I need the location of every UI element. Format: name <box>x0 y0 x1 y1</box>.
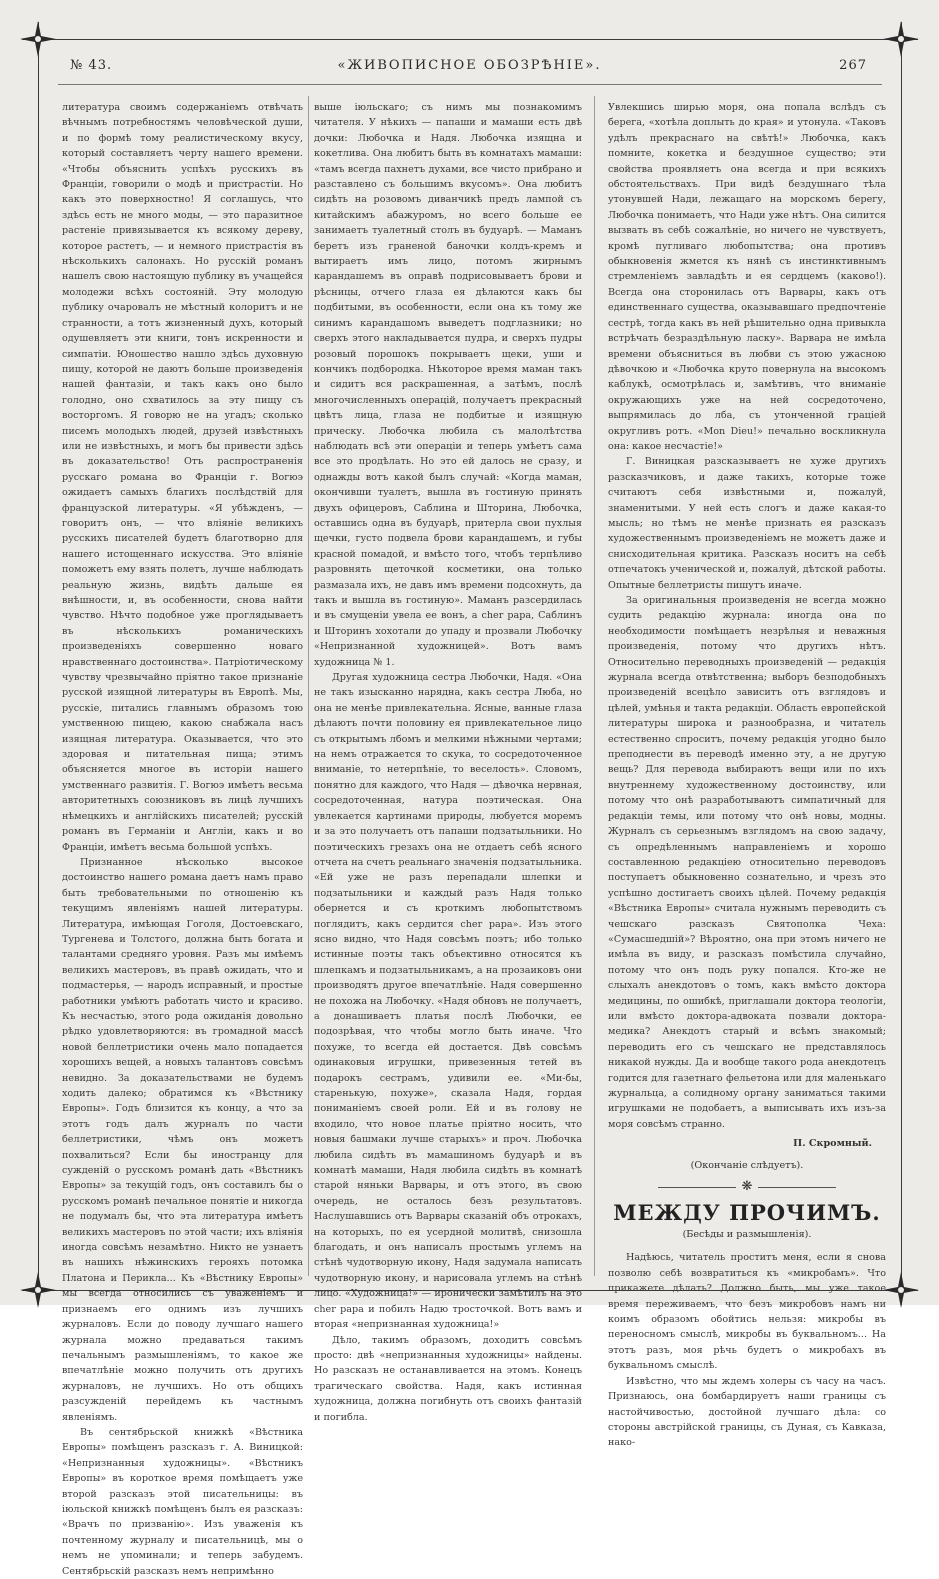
column-divider <box>594 96 595 1276</box>
paragraph: За оригинальныя произведенiя не всегда можно судить редакцiю журнала: иногда она по необходимости помѣщаетъ незрѣлыя и неважныя произведенiя, потому что другихъ нѣтъ. Относительно переводныхъ произведенiй — редакцiя журнала всегда отвѣтственна; выборъ безподобныхъ произведенiй всецѣло зависитъ отъ взглядовъ и цѣлей, умѣнья и такта редакцiи. Область европейской литературы широка и разнообразна, и читатель естественно спроситъ, почему редакцiя угодно было преподнести въ переводѣ именно эту, а не другую вещь? Для перевода выбираютъ вещи или по ихъ внутреннему художественному достоинству, или потому что онѣ разработываютъ симпатичный для редакцiи темы, или потому что онѣ новы, модны. Журналъ съ серьезнымъ взглядомъ на свою задачу, съ опредѣленнымъ направленiемъ и хорошо составленною редакцiею относительно переводовъ поступаетъ обыкновенно сознательно, и чрезъ это успѣшно достигаетъ своихъ цѣлей. Почему редакцiя «Вѣстника Европы» считала нужнымъ переводить съ чешскаго разсказъ Святополка Чеха: «Сумасшедшiй»? Вѣроятно, она при этомъ ничего не имѣла въ виду, и разсказъ помѣстила случайно, потому что онъ подъ руку попался. Кто-же не слыхалъ анекдотовъ о томъ, какъ вмѣсто доктора медицины, по ошибкѣ, приглашали доктора теологiи, или вмѣсто доктора-адвоката позвали доктора-медика? Анекдотъ старый и всѣмъ знакомый; переводить его съ чешскаго не представлялось никакой нужды. Да и вообще такого рода анекдотецъ годится для газетнаго фельетона или для маленькаго журнальца, а солидному органу заниматься такими игрушками не подобаетъ, а выписывать ихъ изъ-за моря совсѣмъ странно. <box>608 595 886 1130</box>
text-column-left <box>62 100 303 1577</box>
frame-right-rule <box>901 22 902 1305</box>
paragraph: литература своимъ содержанiемъ отвѣчать вѣчнымъ потребностямъ человѣческой души, и по формѣ тому реалистическому вкусу, который составляетъ черту нашего времени. «Чтобы объяснить успѣхъ русскихъ въ Францiи, говорили о модѣ и пристрастiи. Но какъ это поверхностно! Я соглашусь, что здѣсь есть не много моды, — это паразитное растенiе привязывается къ всякому дереву, которое растетъ, — и немного пристрастiя въ нѣсколькихъ салонахъ. Но русскiй романъ нашелъ свою настоящую публику въ учащейся молодежи всѣхъ состоянiй. Эту молодую публику очаровалъ не мѣстный колоритъ и не странности, а тотъ жизненный духъ, который одушевляетъ эти книги, тонъ искренности и симпатiи. Юношество нашло здѣсь духовную пищу, которой не даютъ больше произведенiя нашей фантазiи, и такъ какъ оно было голодно, оно схватилось за эту пищу съ восторгомъ. Я говорю не на угадъ; сколько писемъ молодыхъ людей, друзей извѣстныхъ или не извѣстныхъ, и могъ бы привести здѣсь въ доказательство! Отъ распространенiя русскаго романа во Францiи г. Вогюэ ожидаетъ самыхъ благихъ послѣдствiй для французской литературы. «Я убѣжденъ, — говоритъ онъ, — что влiянiе великихъ русскихъ писателей будетъ благотворно для нашего истощеннаго искусства. Это влiянiе поможетъ ему взять полетъ, лучше наблюдать реальную жизнь, видѣть дальше ея внѣшности, и, въ особенности, снова найти чувство. Нѣчто подобное уже проглядываетъ въ нѣсколькихъ романическихъ произведенiяхъ совершенно новаго нравственнаго достоинства». Патрiотическому чувству чрезвычайно прiятно такое признанiе русской изящной литературы въ Европѣ. Мы, русскiе, питались главнымъ образомъ тою умственною пищею, какою снабжала насъ изящная литература. Оказывается, что это здоровая и питательная пища; этимъ объясняется многое въ исторiи нашего умственнаго развитiя. Г. Вогюэ имѣетъ весьма авторитетныхъ союзниковъ въ лицѣ лучшихъ нѣмецкихъ и англiйскихъ писателей; русскiй романъ въ Германiи и Англiи, какъ и во Францiи, имѣетъ весьма большой успѣхъ. <box>62 102 303 853</box>
paragraph: Г. Виницкая разсказываетъ не хуже другихъ разсказчиковъ, и даже такихъ, которые тоже считаютъ себя извѣстными и, пожалуй, знаменитыми. У ней есть слогъ и даже какая-то мысль; но тѣмъ не менѣе признать ея разсказъ художественнымъ произведенiемъ не можетъ даже и снисходительная критика. Разсказъ носитъ на себѣ отпечатокъ ученической и, пожалуй, дѣтской работы. Опытные беллетристы пишутъ иначе. <box>608 456 886 591</box>
paragraph: Въ сентябрьской книжкѣ «Вѣстника Европы» помѣщенъ разсказъ г. А. Виницкой: «Непризнанныя художницы». «Вѣстникъ Европы» въ короткое время помѣщаетъ уже второй разсказъ этой писательницы: въ iюльской книжкѣ помѣщенъ былъ ея разсказъ: «Врачъ по призванiю». Изъ уваженiя къ почтенному журналу и писательницѣ, мы о немъ не упоминали; и теперь забудемъ. Сентябрьскiй разсказъ немъ непримѣнно <box>62 1426 303 1577</box>
section-subheading: (Бесѣды и размышленiя). <box>682 1229 812 1241</box>
section-divider <box>608 1181 886 1193</box>
corner-ornament-icon <box>881 19 921 59</box>
corner-ornament-icon <box>18 19 58 59</box>
journal-title: «ЖИВОПИСНОЕ ОБОЗРѢНІЕ». <box>337 58 602 73</box>
corner-ornament-icon <box>18 1270 58 1310</box>
paragraph: Увлекшись ширью моря, она попала вслѣдъ съ берега, «хотѣла доплыть до края» и утонула. «Таковъ удѣлъ прекраснаго на свѣтѣ!» Любочка, какъ помните, кокетка и бездушное существо; эти свойства проявляетъ она всегда и при всякихъ обстоятельствахъ. При видѣ бездушнаго тѣла утонувшей Нади, лежащаго на морскомъ берегу, Любочка понимаетъ, что Нади уже нѣтъ. Она силится вызвать въ себѣ сожалѣнiе, но ничего не чувствуетъ, кромѣ пугливаго любопытства; она противъ обыкновенiя жмется къ нянѣ съ инстинктивнымъ стремленiемъ завладѣть и ея сердцемъ (каково!). Всегда она сторонилась отъ Варвары, какъ отъ единственнаго существа, оказывавшаго предпочтенiе сестрѣ, тогда какъ въ ней рѣшительно одна привыкла встрѣчать безраздѣльную ласку». Варвара не имѣла времени объясниться въ любви съ этою ужасною дѣвочкою и «Любочка круто повернула на высокомъ каблукѣ, осмотрѣлась и, замѣтивъ, что вниманiе окружающихъ уже на ней сосредоточено, выпрямилась до лба, съ утонченной грацiей округливъ ротъ. «Mon Dieu!» печально воскликнула она: какое несчастiе!» <box>608 102 886 452</box>
frame-left-rule <box>38 22 39 1305</box>
paragraph: Признанное нѣсколько высокое достоинство нашего романа даетъ намъ право быть требовательными по отношенiю къ текущимъ явленiямъ нашей литературы. Литература, имѣющая Гоголя, Достоевскаго, Тургенева и Толстого, должна быть богата и талантами средняго уровня. Разъ мы имѣемъ великихъ мастеровъ, въ правѣ ожидать, что и подмастерья, — народъ исправный, и простые работники умѣютъ работать чисто и красиво. Къ несчастью, этого рода ожиданiя довольно рѣдко удовлетворяются: въ громадной массѣ новой беллетристики очень мало попадается хорошихъ вещей, а новыхъ талантовъ совсѣмъ невидно. За доказательствами не будемъ ходить далеко; обратимся къ «Вѣстнику Европы». Годъ близится къ концу, а что за этотъ годъ далъ журналъ по части беллетристики, чѣмъ онъ можетъ похвалиться? Если бы иностранцу для сужденiй о русскомъ романѣ дать «Вѣстникъ Европы» за текущiй годъ, онъ составилъ бы о русскомъ романѣ печальное понятiе и никогда не подумалъ бы, что эта литература имѣетъ великихъ мастеровъ по этой части; ихъ влiянiя иногда совсѣмъ незамѣтно. Никто не узнаетъ въ нашихъ нѣжинскихъ герояхъ потомка Платона и Перикла... Къ «Вѣстнику Европы» мы всегда относились съ уваженiемъ и признаемъ его однимъ изъ лучшихъ журналовъ. Если до поводу лучшаго нашего журнала можно предаваться такимъ печальнымъ размышленiямъ, то какое же впечатлѣнiе можно получить отъ другихъ журналовъ, не лучшихъ. Но отъ общихъ разсужденiй перейдемъ къ частнымъ явленiямъ. <box>62 856 303 1423</box>
frame-top-rule <box>22 39 918 40</box>
header-rule <box>58 84 882 85</box>
paragraph: Извѣстно, что мы ждемъ холеры съ часу на часъ. Признаюсь, она бомбардируетъ наши границы съ настойчивостью, достойной лучшаго дѣла: со стороны австрiйской границы, съ Дуная, съ Кавказа, нако- <box>608 1375 886 1449</box>
divider-line <box>658 1187 736 1188</box>
issue-number: № 43. <box>70 58 113 73</box>
section-heading: МЕЖДУ ПРОЧИМЪ. <box>613 1200 881 1226</box>
continued-note: (Окончанiе слѣдуетъ). <box>690 1159 804 1171</box>
column-divider <box>308 96 309 1276</box>
text-column-right <box>608 100 886 1449</box>
paragraph: Другая художница сестра Любочки, Надя. «Она не такъ изысканно нарядна, какъ сестра Люба, но она не менѣе привлекательна. Ясные, ванные глаза дѣлаютъ почти половину ея привлекательное лицо съ открытымъ лбомъ и мелкими нѣжными чертами; на немъ отражается то скука, то сосредоточенное вниманiе, то нетерпѣнiе, то веселость». Словомъ, понятно для каждого, что Надя — дѣвочка нервная, сосредоточенная, натура поэтическая. Она увлекается картинами природы, любуется моремъ и за это получаетъ отъ папаши подзатыльники. Но поэтическихъ грезахъ она не отдаетъ себѣ ясного отчета на счетъ реальнаго значенiя подзатыльника. «Ей уже не разъ перепадали шлепки и подзатыльники и каждый разъ Надя только обернется и съ кроткимъ любопытствомъ поглядитъ, какъ сердится cher papa». Изъ этого ясно видно, что Надя совсѣмъ поэтъ; ибо только истинные поэты такъ объективно относятся къ шлепкамъ и подзатыльникамъ, а на прозаиковъ они производятъ другое впечатлѣнiе. Надя совершенно не похожа на Любочку. «Надя обновъ не получаетъ, а донашиваетъ платья послѣ Любочки, ее подозрѣвая, что чтобы могло быть иначе. Что похуже, то всегда ей достается. Двѣ совсѣмъ одинаковыя игрушки, привезенныя тетей въ подарокъ сестрамъ, удивили ее. «Ми-бы, старенькую, похуже», сказала Надя, гордая пониманiемъ своей роли. Ей и въ голову не входило, что новое платье прiятно носить, что новыя башмаки лучше старыхъ» и проч. Любочка любила сидѣть въ мамашиномъ будуарѣ и въ комнатѣ мамаши, Надя любила сидѣть въ комнатѣ старой няньки Варвары, и отъ этого, въ свою очередь, не осталось безъ результатовъ. Наслушавшись отъ Варвары сказанiй объ отрокахъ, на которыхъ, по ея усердной молитвѣ, снизошла благодать, и онъ написалъ простымъ углемъ на стѣнѣ чудотворную икону, Надя задумала написать чудотворную икону, и нарисовала углемъ на стѣнѣ лицо. «Художница!» — иронически замѣтилъ на это cher papa и побилъ Надю тросточкой. Вотъ вамъ и вторая «непризнанная художница!» <box>314 672 582 1331</box>
page-number: 267 <box>839 58 867 73</box>
corner-ornament-icon <box>881 1270 921 1310</box>
paragraph: Дѣло, такимъ образомъ, доходитъ совсѣмъ просто: двѣ «непризнанныя художницы» найдены. Но разсказъ не останавливается на этомъ. Конецъ трагическаго свойства. Надя, какъ истинная художница, должна погибнуть отъ своихъ фантазiй и погибла. <box>314 1334 582 1423</box>
paragraph: выше iюльскаго; съ нимъ мы познакомимъ читателя. У нѣкихъ — папаши и мамаши есть двѣ дочки: Любочка и Надя. Любочка изящна и кокетлива. Она любитъ быть въ комнатахъ мамаши: «тамъ всегда пахнетъ духами, все чисто прибрано и разставлено съ большимъ вкусомъ». Она любитъ сидѣть на розовомъ диванчикѣ предъ лампой съ китайскимъ абажуромъ, но всего больше ее занимаетъ туалетный столъ въ будуарѣ. — Маманъ беретъ изъ граненой баночки колдъ-кремъ и вытираетъ имъ лицо, потомъ жирнымъ карандашемъ въ оправѣ подрисовываетъ брови и рѣсницы, отчего глаза ея дѣлаются какъ бы подбитыми, въ особенности, если она къ тому же синимъ карандашомъ выведетъ подглазники; но сверхъ этого накладывается пудра, и сверхъ пудры розовый порошокъ покрываетъ щеки, уши и кончикъ подбородка. Нѣкоторое время маман такъ и сидитъ вся раскрашенная, а затѣмъ, послѣ многочисленныхъ операцiй, получаетъ прекрасный цвѣтъ лица, глаза не подбитые и изящную прическу. Любочка любила съ малолѣтства наблюдать всѣ эти операцiи и теперь умѣетъ сама все это продѣлать. Но это ей далось не сразу, и однажды вотъ какой былъ случай: «Когда маман, окончивши туалетъ, вышла въ гостиную принять двухъ офицеровъ, Саблина и Шторина, Любочка, оставшись одна въ будуарѣ, притерла свои пухлыя щечки, густо подвела брови карандашемъ, и губы красной помадой, и вмѣсто того, чтобъ терпѣливо разровнять щеточкой косметики, она только размазала ихъ, не давъ имъ времени подсохнуть, да такъ и вышла въ гостиную». Маманъ разсердилась и въ смущенiи увела ее вонъ, а cher papa, Саблинъ и Шторинъ хохотали до упаду и прозвали Любочку «Непризнанной художницей». Вотъ вамъ художница № 1. <box>314 102 582 668</box>
author-signature: П. Скромный. <box>793 1138 872 1150</box>
flower-ornament-icon: ❋ <box>741 1179 753 1195</box>
divider-line <box>758 1187 836 1188</box>
text-column-middle <box>314 100 582 1423</box>
paragraph: Надѣюсь, читатель проститъ меня, если я снова позволю себѣ возвратиться къ «микробамъ». Что прикажете дѣлать? Должно быть, мы уже такое время переживаемъ, что безъ микробовъ намъ ни коимъ образомъ обойтись нельзя: микробы въ переносномъ смыслѣ, микробы въ буквальномъ... На этотъ разъ, моя рѣчь будетъ о микробахъ въ буквальномъ смыслѣ. <box>608 1252 886 1372</box>
